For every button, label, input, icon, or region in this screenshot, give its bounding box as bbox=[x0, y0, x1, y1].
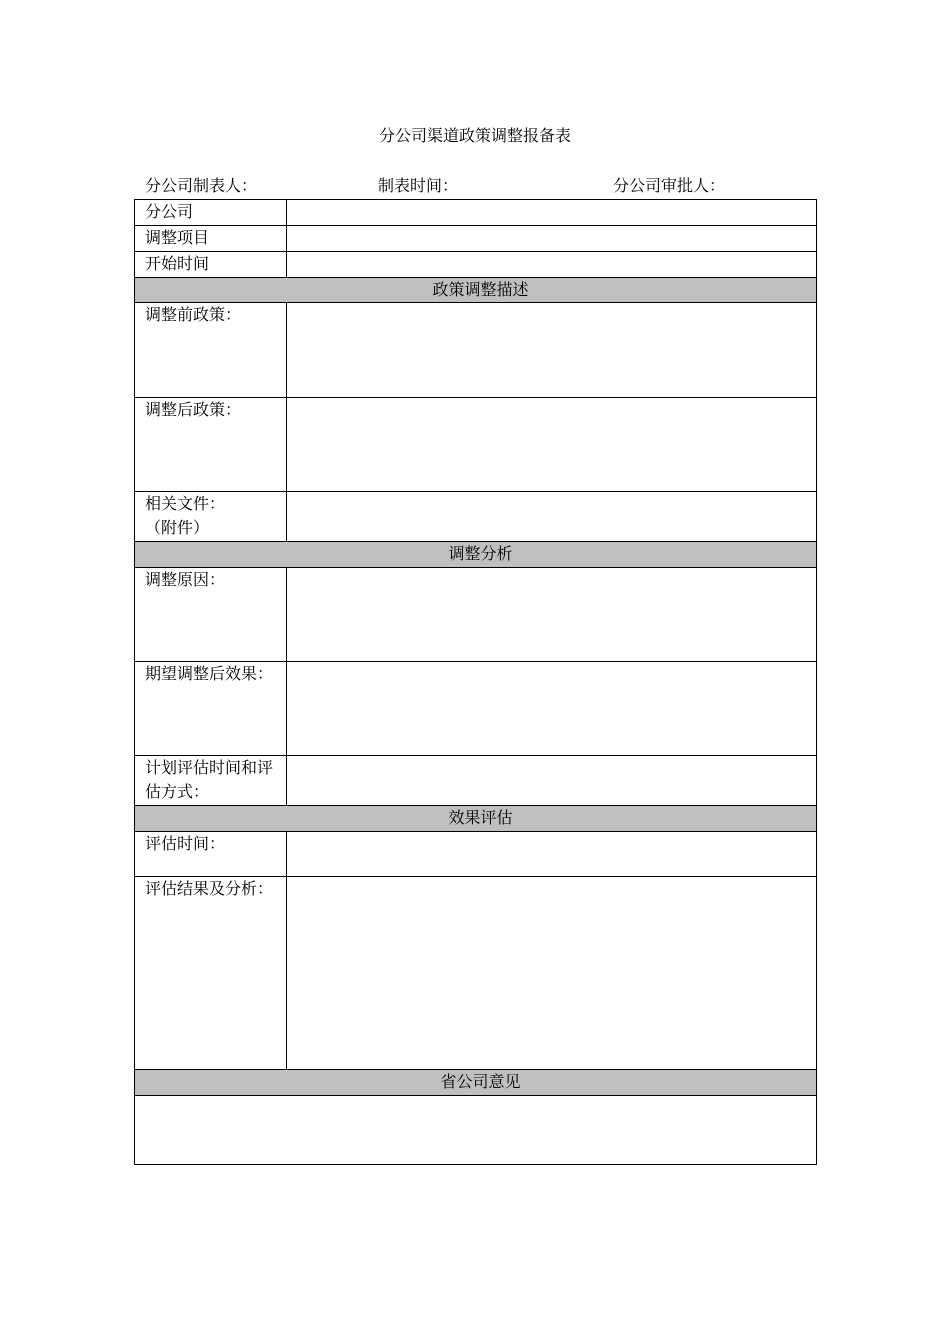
after-policy-value-cell[interactable] bbox=[287, 398, 817, 492]
row-adjust-item bbox=[135, 226, 817, 252]
approver-label: 分公司审批人： bbox=[613, 176, 726, 195]
before-policy-value-cell[interactable] bbox=[287, 303, 817, 398]
row-plan-eval bbox=[135, 756, 817, 806]
adjust-item-value-cell[interactable] bbox=[287, 226, 817, 252]
section-province-opinion bbox=[135, 1070, 817, 1096]
related-files-label: 相关文件： bbox=[145, 494, 226, 513]
province-opinion-value-cell[interactable] bbox=[135, 1096, 817, 1165]
related-files-note: （附件） bbox=[145, 518, 210, 537]
row-reason bbox=[135, 568, 817, 662]
related-files-label-cell bbox=[135, 492, 287, 542]
prepare-time-label: 制表时间： bbox=[378, 176, 459, 195]
section-adjustment-analysis bbox=[135, 542, 817, 568]
eval-result-value-cell[interactable] bbox=[287, 877, 817, 1070]
report-form-table bbox=[134, 199, 817, 1165]
section-policy-description bbox=[135, 278, 817, 303]
related-files-value-cell[interactable] bbox=[287, 492, 817, 542]
row-branch bbox=[135, 200, 817, 226]
eval-result-label: 评估结果及分析： bbox=[135, 877, 287, 1070]
province-opinion-header: 省公司意见 bbox=[135, 1070, 817, 1096]
eval-time-label: 评估时间： bbox=[135, 832, 287, 877]
policy-description-header: 政策调整描述 bbox=[135, 278, 817, 303]
before-policy-label: 调整前政策： bbox=[135, 303, 287, 398]
expected-effect-value-cell[interactable] bbox=[287, 662, 817, 756]
effect-evaluation-header: 效果评估 bbox=[135, 806, 817, 832]
start-time-label: 开始时间 bbox=[135, 252, 287, 278]
row-after-policy bbox=[135, 398, 817, 492]
row-province-opinion bbox=[135, 1096, 817, 1165]
row-related-files bbox=[135, 492, 817, 542]
expected-effect-label: 期望调整后效果： bbox=[135, 662, 287, 756]
branch-value-cell[interactable] bbox=[287, 200, 817, 226]
reason-label: 调整原因： bbox=[135, 568, 287, 662]
row-start-time bbox=[135, 252, 817, 278]
eval-time-value-cell[interactable] bbox=[287, 832, 817, 877]
plan-eval-value-cell[interactable] bbox=[287, 756, 817, 806]
adjustment-analysis-header: 调整分析 bbox=[135, 542, 817, 568]
start-time-value-cell[interactable] bbox=[287, 252, 817, 278]
reason-value-cell[interactable] bbox=[287, 568, 817, 662]
row-eval-result bbox=[135, 877, 817, 1070]
document-title: 分公司渠道政策调整报备表 bbox=[378, 126, 571, 145]
preparer-label: 分公司制表人： bbox=[145, 176, 258, 195]
plan-eval-label: 计划评估时间和评估方式： bbox=[135, 756, 287, 806]
section-effect-evaluation bbox=[135, 806, 817, 832]
branch-label: 分公司 bbox=[135, 200, 287, 226]
row-eval-time bbox=[135, 832, 817, 877]
after-policy-label: 调整后政策： bbox=[135, 398, 287, 492]
row-before-policy bbox=[135, 303, 817, 398]
adjust-item-label: 调整项目 bbox=[135, 226, 287, 252]
row-expected-effect bbox=[135, 662, 817, 756]
